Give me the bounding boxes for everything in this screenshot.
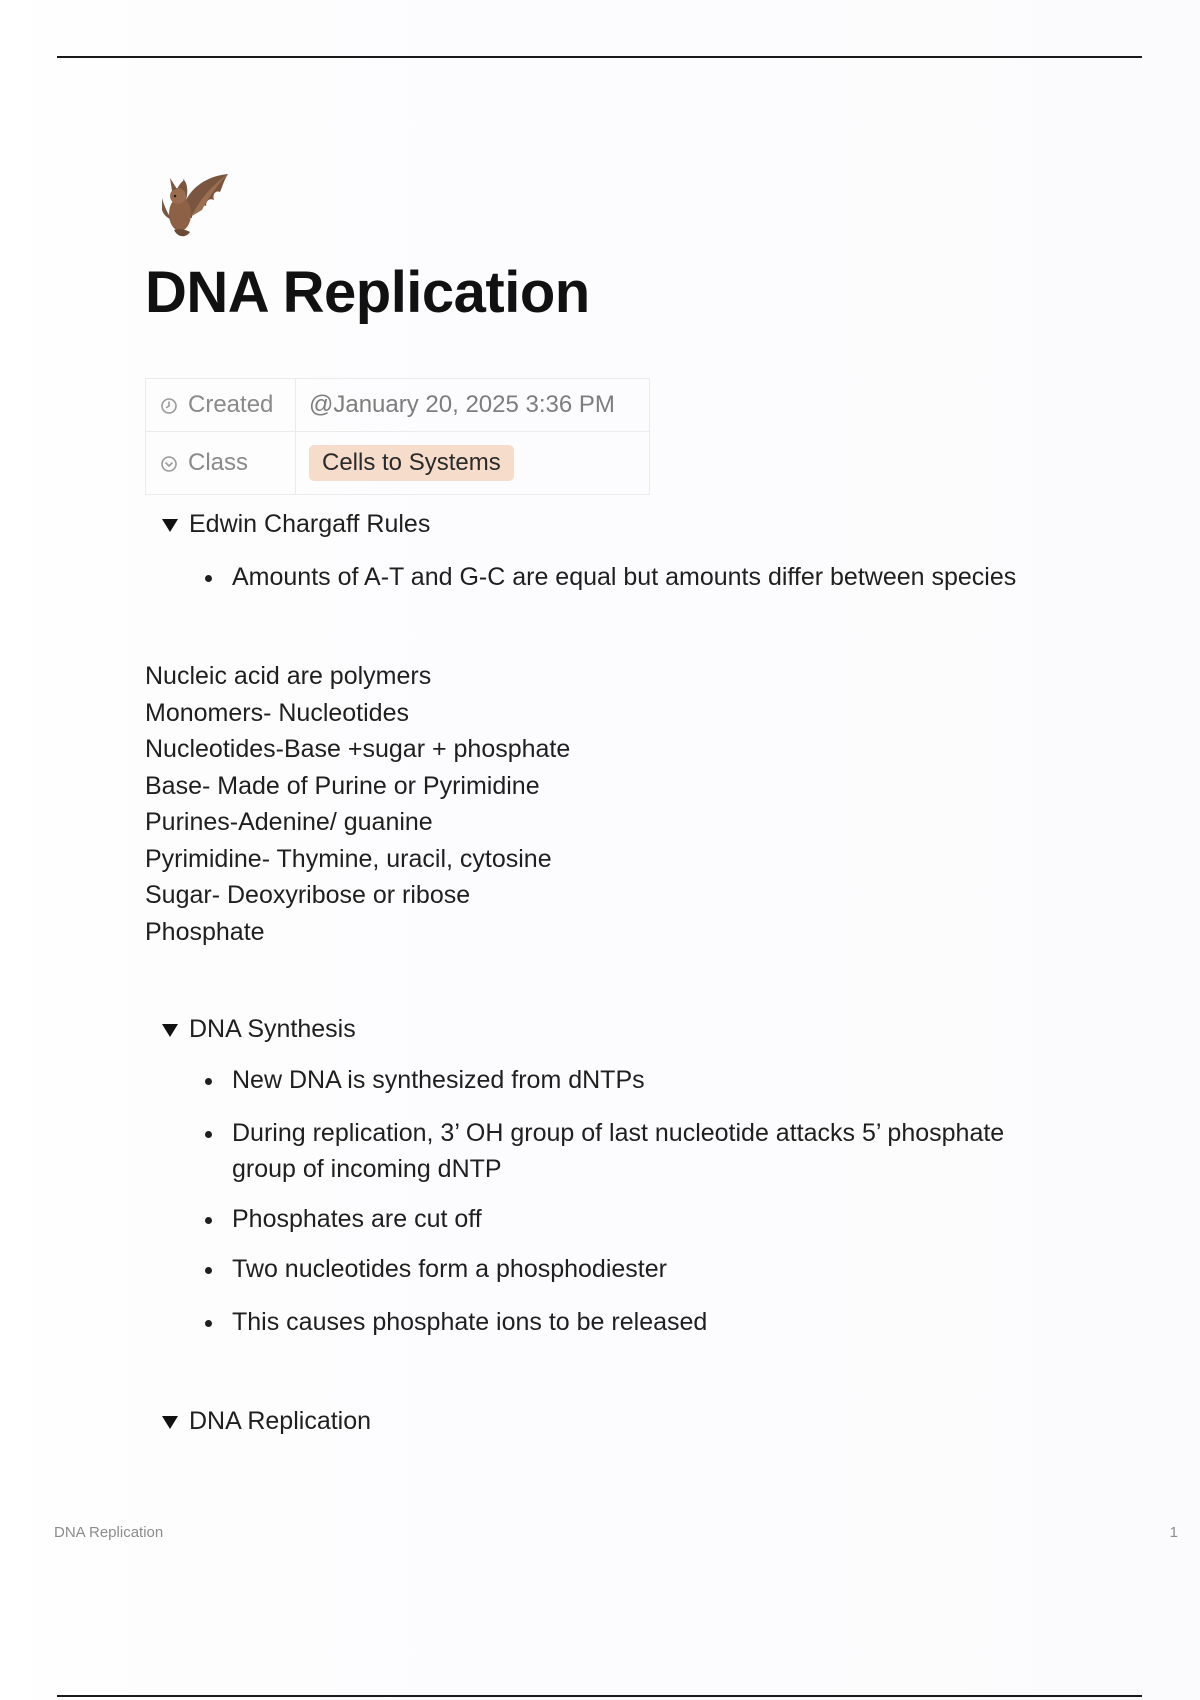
synthesis-list — [200, 1251, 667, 1287]
list-item: Amounts of A-T and G-C are equal but amounts differ between species — [200, 559, 1016, 595]
synthesis-list — [200, 1201, 482, 1237]
toggle-dna-replication[interactable] — [160, 1407, 371, 1436]
list-item-line: During replication, 3’ OH group of last nucleotide attacks 5’ phosphate — [232, 1119, 1005, 1147]
property-key-created[interactable] — [146, 379, 296, 432]
note-line: Nucleic acid are polymers — [145, 662, 432, 690]
note-line: Monomers- Nucleotides — [145, 698, 409, 727]
select-icon — [160, 455, 178, 473]
toggle-title: DNA Synthesis — [189, 1015, 356, 1043]
note-line: Sugar- Deoxyribose or ribose — [145, 881, 471, 909]
property-row-class — [146, 432, 650, 495]
list-item — [200, 1115, 1004, 1187]
note-line: Nucleotides-Base +sugar + phosphate — [145, 735, 571, 763]
notes-block — [145, 658, 570, 950]
properties-table — [145, 378, 650, 495]
footer-page-number: 1 — [1169, 1524, 1178, 1541]
list-item-line: group of incoming dNTP — [232, 1155, 502, 1183]
property-row-created — [146, 379, 650, 432]
page-title: DNA Replication — [145, 260, 590, 325]
note-line: Pyrimidine- Thymine, uracil, cytosine — [145, 844, 552, 873]
list-item: Phosphates are cut off — [200, 1201, 482, 1237]
list-item: This causes phosphate ions to be released — [200, 1304, 707, 1340]
toggle-title: DNA Replication — [189, 1407, 372, 1435]
synthesis-list — [200, 1115, 1004, 1187]
created-value[interactable]: @January 20, 2025 3:36 PM — [296, 379, 650, 432]
property-key-class[interactable] — [146, 432, 296, 495]
chargaff-list — [200, 559, 1016, 595]
class-tag[interactable]: Cells to Systems — [309, 445, 514, 481]
synthesis-list — [200, 1062, 645, 1098]
note-line: Base- Made of Purine or Pyrimidine — [145, 771, 540, 800]
footer-title: DNA Replication — [54, 1524, 164, 1541]
property-label: Created — [188, 391, 274, 418]
note-line: Purines-Adenine/ guanine — [145, 808, 433, 836]
toggle-dna-synthesis[interactable] — [160, 1015, 356, 1044]
class-value[interactable] — [296, 432, 650, 495]
bottom-divider — [57, 1695, 1142, 1697]
toggle-triangle-icon[interactable] — [160, 515, 180, 535]
list-item: Two nucleotides form a phosphodiester — [200, 1251, 667, 1287]
toggle-triangle-icon[interactable] — [160, 1412, 180, 1432]
toggle-triangle-icon[interactable] — [160, 1020, 180, 1040]
list-item: New DNA is synthesized from dNTPs — [200, 1062, 645, 1098]
note-line: Phosphate — [145, 917, 265, 946]
toggle-title: Edwin Chargaff Rules — [189, 510, 431, 538]
top-divider — [57, 56, 1142, 58]
bat-emoji-icon — [148, 158, 234, 244]
synthesis-list — [200, 1304, 707, 1340]
toggle-chargaff-rules[interactable] — [160, 510, 430, 539]
property-label: Class — [188, 449, 249, 476]
clock-icon — [160, 397, 178, 415]
